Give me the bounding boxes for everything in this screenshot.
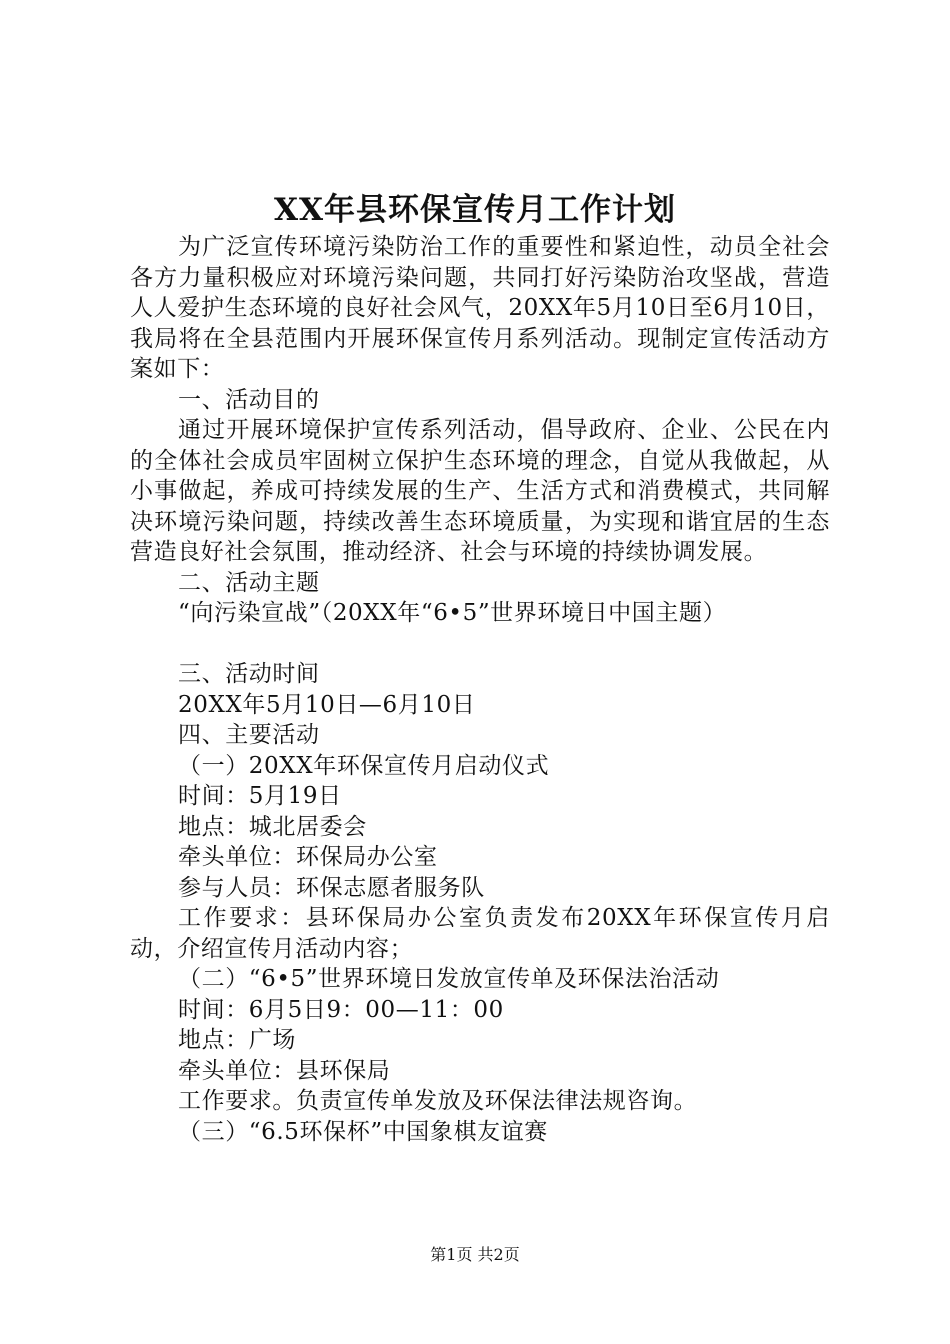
activity-2-time: 时间：6月5日9：00—11：00 [178, 996, 504, 1023]
activity-1-participants: 参与人员：环保志愿者服务队 [178, 874, 485, 901]
theme-paragraph: “向污染宣战”（20XX年“6•5”世界环境日中国主题） [178, 600, 727, 626]
activity-2-title: （二）“6•5”世界环境日发放宣传单及环保法治活动 [178, 966, 720, 992]
activity-1-time: 时间：5月19日 [178, 783, 342, 809]
time-paragraph: 20XX年5月10日—6月10日 [178, 691, 476, 718]
activity-1-lead: 牵头单位：环保局办公室 [178, 844, 438, 870]
document-title: XX年县环保宣传月工作计划 [273, 192, 677, 228]
activity-1-requirement: 工作要求：县环保局办公室负责发布20XX年环保宣传月启动，介绍宣传月活动内容； [130, 905, 830, 962]
activity-1-place: 地点：城北居委会 [178, 813, 367, 840]
section-heading-time: 三、活动时间 [178, 661, 320, 687]
section-heading-activities: 四、主要活动 [178, 722, 320, 748]
purpose-paragraph: 通过开展环境保护宣传系列活动，倡导政府、企业、公民在内的全体社会成员牢固树立保护生态环境的理念，自觉从我做起，从小事做起，养成可持续发展的生产、生活方式和消费模式，共同解决环境污染问题，持续改善生态环境质量，为实现和谐宜居的生态营造良好社会氛围，推动经济、社会与环境的持续协调发展。 [130, 417, 830, 565]
page-footer: 第1页 共2页 [430, 1245, 520, 1264]
intro-paragraph: 为广泛宣传环境污染防治工作的重要性和紧迫性，动员全社会各方力量积极应对环境污染问题，共同打好污染防治攻坚战，营造人人爱护生态环境的良好社会风气，20XX年5月10日至6月10日，我局将在全县范围内开展环保宣传月系列活动。现制定宣传活动方案如下： [130, 234, 830, 382]
section-heading-purpose: 一、活动目的 [178, 386, 320, 413]
blank-line [130, 629, 830, 660]
activity-2-place: 地点：广场 [178, 1027, 296, 1053]
activity-2-requirement: 工作要求。负责宣传单发放及环保法律法规咨询。 [178, 1088, 698, 1114]
activity-3-title: （三）“6.5环保杯”中国象棋友谊赛 [178, 1118, 548, 1145]
activity-2-lead: 牵头单位：县环保局 [178, 1057, 391, 1084]
document-body [130, 232, 830, 1147]
section-heading-theme: 二、活动主题 [178, 569, 320, 596]
activity-1-title: （一）20XX年环保宣传月启动仪式 [178, 752, 550, 779]
